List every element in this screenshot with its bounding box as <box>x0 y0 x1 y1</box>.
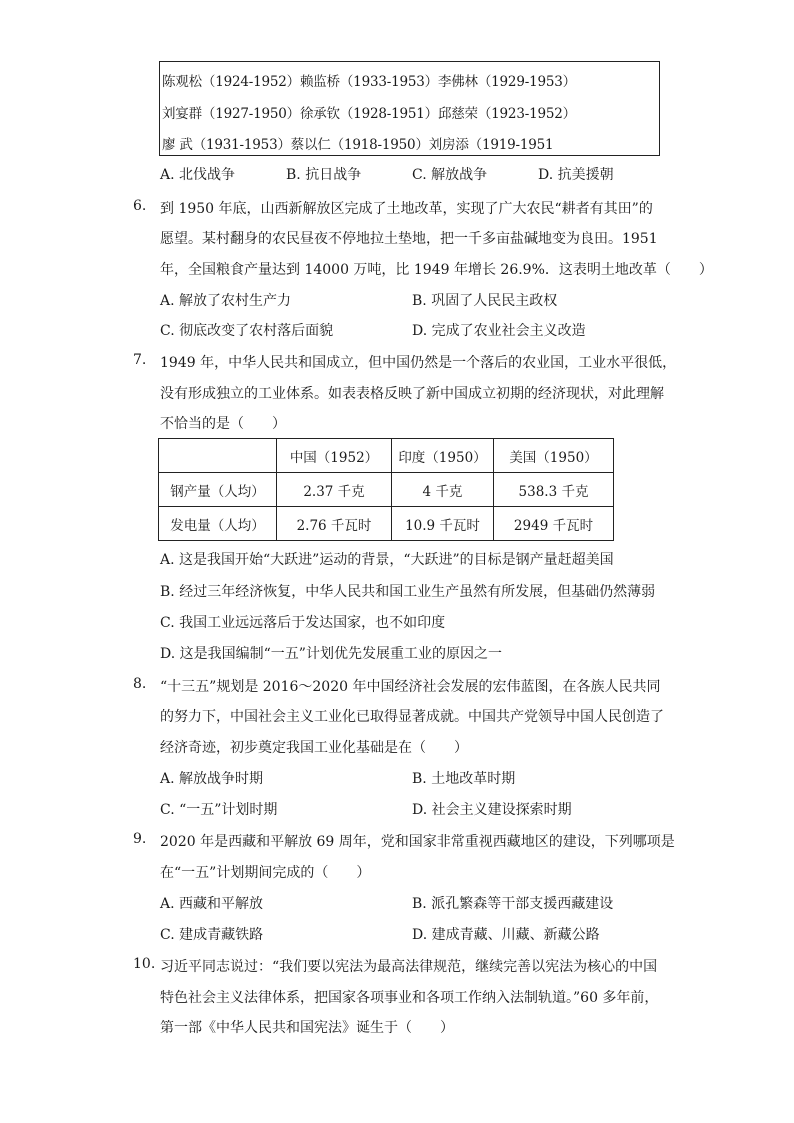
q5-box-line: 陈观松（1924-1952）赖监桥（1933-1953）李佛林（1929-1953） <box>162 74 576 90</box>
q8-option-b: B. 土地改革时期 <box>412 771 516 787</box>
q5-option-b: B. 抗日战争 <box>286 167 362 183</box>
table-header-cell: 中国（1952） <box>277 439 392 473</box>
q7-option-b: B. 经过三年经济恢复，中华人民共和国工业生产虽然有所发展，但基础仍然薄弱 <box>160 584 656 600</box>
q10-stem-line: 特色社会主义法律体系，把国家各项事业和各项工作纳入法制轨道。”60 多年前， <box>160 990 659 1006</box>
q6-option-a: A. 解放了农村生产力 <box>160 293 292 309</box>
q5-option-d: D. 抗美援朝 <box>538 167 614 183</box>
table-cell: 钢产量（人均） <box>159 473 277 507</box>
q7-stem-line: 没有形成独立的工业体系。如表表格反映了新中国成立初期的经济现状，对此理解 <box>160 386 664 402</box>
q8-stem-line: “十三五”规划是 2016～2020 年中国经济社会发展的宏伟蓝图，在各族人民共同 <box>160 679 661 695</box>
q5-option-c: C. 解放战争 <box>412 167 488 183</box>
q7-number: 7. <box>133 352 147 368</box>
table-row <box>159 507 614 541</box>
q5-names-box <box>159 61 660 156</box>
q8-option-c: C. “一五”计划时期 <box>160 802 278 818</box>
q9-stem-line: 2020 年是西藏和平解放 69 周年，党和国家非常重视西藏地区的建设，下列哪项是 <box>160 834 675 850</box>
q6-stem-line: 到 1950 年底，山西新解放区完成了土地改革，实现了广大农民“耕者有其田”的 <box>160 201 653 217</box>
q5-box-line: 廖 武（1931-1953）蔡以仁（1918-1950）刘房添（1919-1951 <box>162 137 554 153</box>
q6-option-b: B. 巩固了人民民主政权 <box>412 293 558 309</box>
q5-option-a: A. 北伐战争 <box>160 167 236 183</box>
table-header-cell: 印度（1950） <box>392 439 494 473</box>
q7-option-d: D. 这是我国编制“一五”计划优先发展重工业的原因之一 <box>160 646 502 662</box>
q8-number: 8. <box>133 676 147 692</box>
table-cell: 2.76 千瓦时 <box>277 507 392 541</box>
q9-option-d: D. 建成青藏、川藏、新藏公路 <box>412 927 600 943</box>
q6-stem-line: 愿望。某村翻身的农民昼夜不停地拉土垫地，把一千多亩盐碱地变为良田。1951 <box>160 231 658 247</box>
table-cell: 2949 千瓦时 <box>494 507 614 541</box>
table-header-cell <box>159 439 277 473</box>
q6-number: 6. <box>133 198 147 214</box>
q9-option-b: B. 派孔繁森等干部支援西藏建设 <box>412 896 614 912</box>
q9-option-c: C. 建成青藏铁路 <box>160 927 264 943</box>
table-cell: 4 千克 <box>392 473 494 507</box>
q7-economy-table <box>158 438 614 541</box>
q7-stem-line: 不恰当的是（ ） <box>160 416 286 432</box>
table-cell: 2.37 千克 <box>277 473 392 507</box>
q6-stem-line: 年，全国粮食产量达到 14000 万吨，比 1949 年增长 26.9%．这表明土地改革（ ） <box>160 262 713 278</box>
q10-number: 10. <box>133 956 156 972</box>
q8-stem-line: 的努力下，中国社会主义工业化已取得显著成就。中国共产党领导中国人民创造了 <box>160 709 664 725</box>
table-header-cell: 美国（1950） <box>494 439 614 473</box>
q9-option-a: A. 西藏和平解放 <box>160 896 264 912</box>
q7-option-c: C. 我国工业远远落后于发达国家，也不如印度 <box>160 615 446 631</box>
q5-box-line: 刘宴群（1927-1950）徐承钦（1928-1951）邱慈荣（1923-1952） <box>162 106 576 122</box>
q7-stem-line: 1949 年，中华人民共和国成立，但中国仍然是一个落后的农业国，工业水平很低， <box>160 355 677 371</box>
q9-stem-line: 在“一五”计划期间完成的（ ） <box>160 865 371 881</box>
q7-option-a: A. 这是我国开始“大跃进”运动的背景，“大跃进”的目标是钢产量赶超美国 <box>160 552 614 568</box>
q10-stem-line: 习近平同志说过：“我们要以宪法为最高法律规范，继续完善以宪法为核心的中国 <box>160 959 658 975</box>
q8-option-d: D. 社会主义建设探索时期 <box>412 802 572 818</box>
table-cell: 538.3 千克 <box>494 473 614 507</box>
table-cell: 10.9 千瓦时 <box>392 507 494 541</box>
table-cell: 发电量（人均） <box>159 507 277 541</box>
q8-option-a: A. 解放战争时期 <box>160 771 264 787</box>
q9-number: 9. <box>133 831 147 847</box>
table-row <box>159 473 614 507</box>
q6-option-c: C. 彻底改变了农村落后面貌 <box>160 323 334 339</box>
q8-stem-line: 经济奇迹，初步奠定我国工业化基础是在（ ） <box>160 740 468 756</box>
q10-stem-line: 第一部《中华人民共和国宪法》诞生于（ ） <box>160 1020 454 1036</box>
table-header-row <box>159 439 614 473</box>
q6-option-d: D. 完成了农业社会主义改造 <box>412 323 586 339</box>
